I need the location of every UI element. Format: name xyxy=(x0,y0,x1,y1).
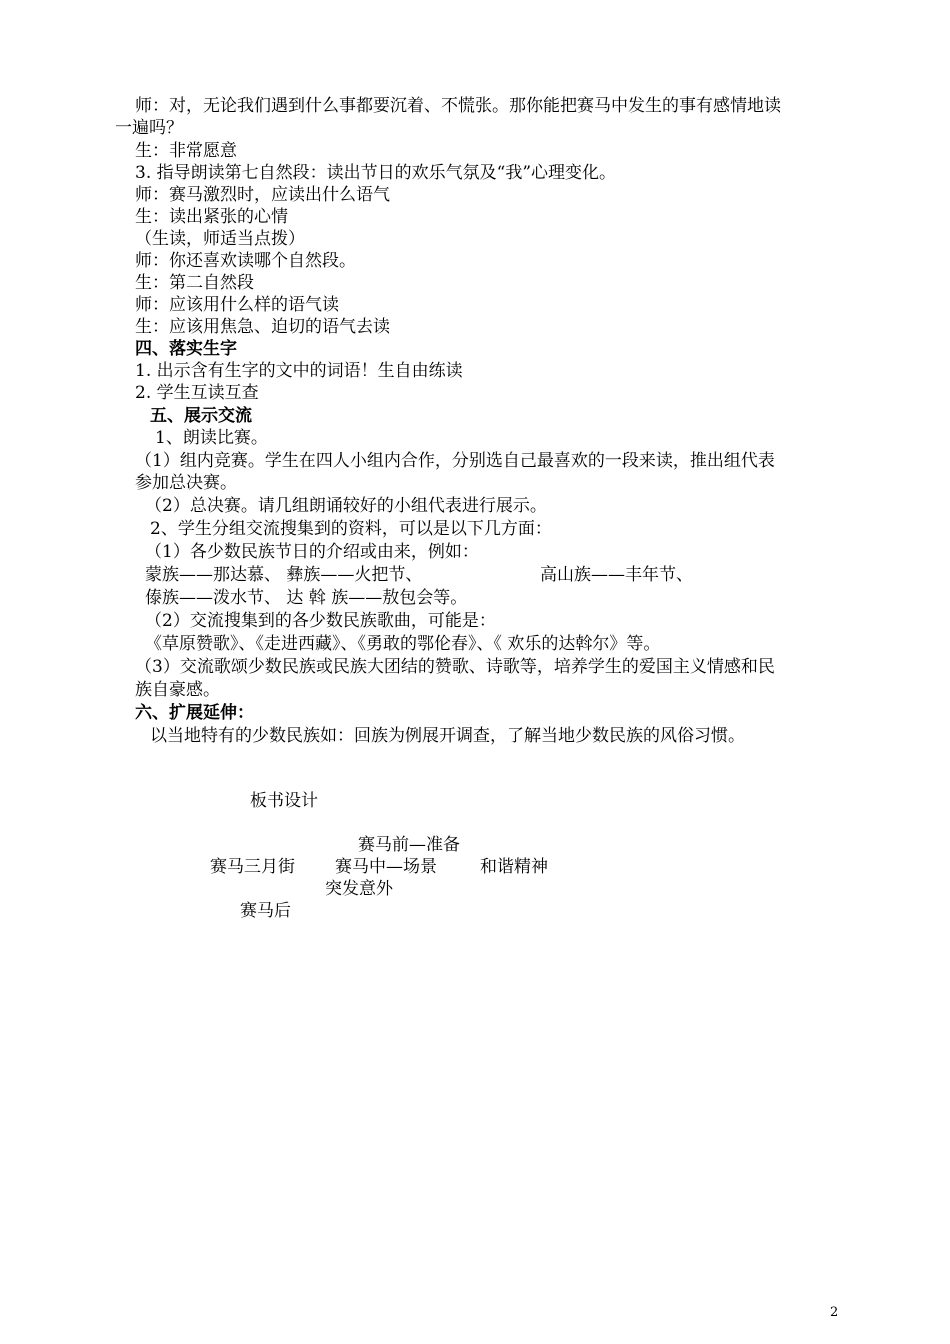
section-heading: 五、展示交流 xyxy=(150,406,252,426)
text-line: 1、朗读比赛。 xyxy=(155,428,268,448)
section-heading: 六、扩展延伸： xyxy=(135,703,254,723)
text-line: 师：应该用什么样的语气读 xyxy=(135,295,339,315)
text-line: 参加总决赛。 xyxy=(135,473,237,493)
text-line: （1）各少数民族节日的介绍或由来，例如： xyxy=(145,542,479,562)
board-main: 赛马三月街 xyxy=(210,857,295,877)
section-heading: 四、落实生字 xyxy=(135,339,237,359)
board-after: 赛马后 xyxy=(240,901,291,921)
text-line: 2. 学生互读互查 xyxy=(135,383,259,403)
text-line: 以当地特有的少数民族如：回族为例展开调查，了解当地少数民族的风俗习惯。 xyxy=(150,726,745,746)
text-line: 师：赛马激烈时，应读出什么语气 xyxy=(135,185,390,205)
board-title: 板书设计 xyxy=(250,791,318,811)
text-line: 2、学生分组交流搜集到的资料，可以是以下几方面： xyxy=(150,519,552,539)
board-spirit: 和谐精神 xyxy=(480,857,548,877)
board-during: 赛马中—场景 xyxy=(335,857,437,877)
text-line: 生：读出紧张的心情 xyxy=(135,207,288,227)
text-line: 族自豪感。 xyxy=(135,680,220,700)
text-line: 1. 出示含有生字的文中的词语！生自由练读 xyxy=(135,361,463,381)
text-line: 师：对，无论我们遇到什么事都要沉着、不慌张。那你能把赛马中发生的事有感情地读 xyxy=(135,96,781,116)
board-accident: 突发意外 xyxy=(325,879,393,899)
text-line: （生读，师适当点拨） xyxy=(135,229,305,249)
text-line: 《草原赞歌》、《走进西藏》、《勇敢的鄂伦春》、《 欢乐的达斡尔》等。 xyxy=(145,634,661,654)
text-line: （3）交流歌颂少数民族或民族大团结的赞歌、诗歌等，培养学生的爱国主义情感和民 xyxy=(135,657,775,677)
board-before: 赛马前—准备 xyxy=(358,835,460,855)
text-line: （2）交流搜集到的各少数民族歌曲，可能是： xyxy=(145,611,496,631)
text-line: 3. 指导朗读第七自然段：读出节日的欢乐气氛及“我”心理变化。 xyxy=(135,163,617,183)
text-line: 师：你还喜欢读哪个自然段。 xyxy=(135,251,356,271)
text-line: （2）总决赛。请几组朗诵较好的小组代表进行展示。 xyxy=(145,496,547,516)
text-line: 生：非常愿意 xyxy=(135,141,237,161)
text-line: 傣族——泼水节、 达 斡 族——敖包会等。 xyxy=(145,588,468,608)
text-line: 蒙族——那达慕、 彝族——火把节、 xyxy=(145,565,423,585)
text-line: （1）组内竞赛。学生在四人小组内合作，分别选自己最喜欢的一段来读，推出组代表 xyxy=(135,451,775,471)
page-number: 2 xyxy=(830,1305,839,1320)
text-line: 生：应该用焦急、迫切的语气去读 xyxy=(135,317,390,337)
text-line: 高山族——丰年节、 xyxy=(540,565,693,585)
text-line: 生：第二自然段 xyxy=(135,273,254,293)
text-line: 一遍吗？ xyxy=(115,118,183,138)
